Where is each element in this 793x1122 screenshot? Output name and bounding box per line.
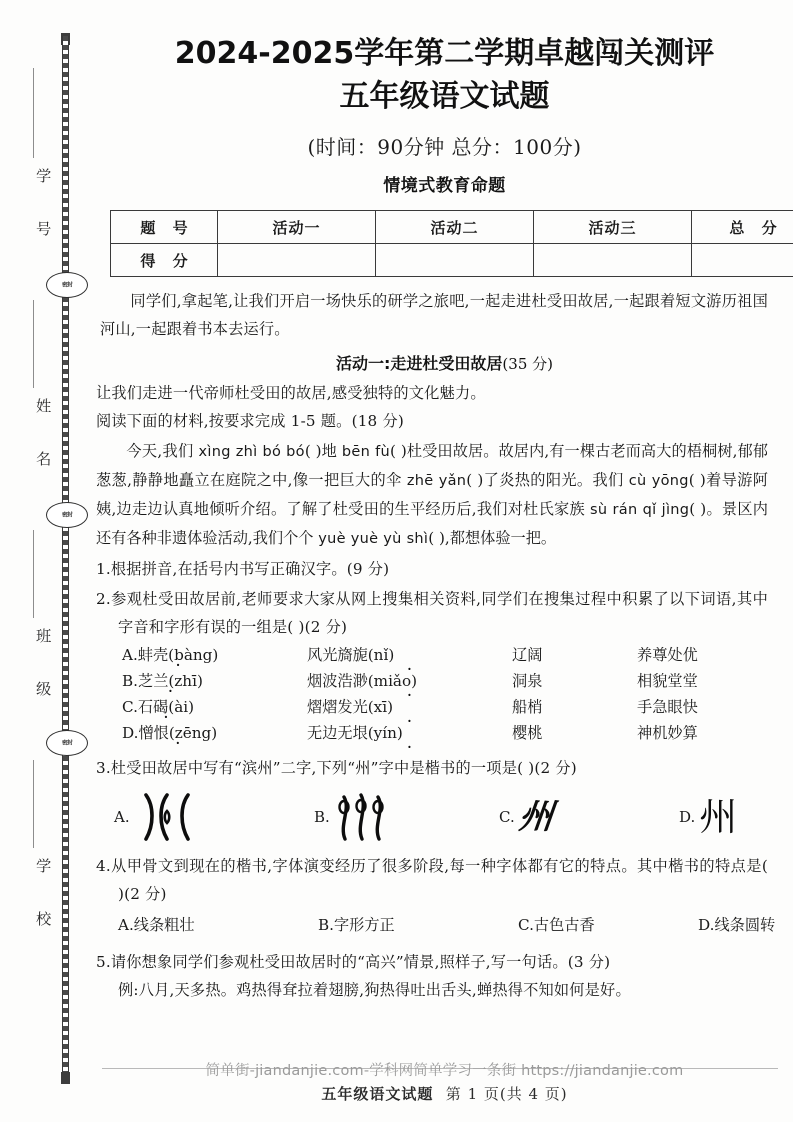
pinyin-cuyong: cù yōng: [628, 473, 689, 489]
option-2a-word1: 蚌壳(bàng) ·: [138, 646, 219, 664]
margin-label-school: 学 校: [34, 858, 53, 936]
margin-label-student-id: 学 号: [34, 168, 53, 246]
option-2a-col2[interactable]: 风光旖旎(nǐ) ·: [307, 642, 512, 668]
score-table-header-activity-3: 活动三: [534, 211, 692, 244]
question-1: [96, 555, 768, 583]
question-5-block: [96, 948, 768, 1004]
option-3a[interactable]: [114, 791, 314, 843]
option-2c-col3[interactable]: 船梢: [512, 698, 543, 716]
seal-stamp-1-text: 密封: [61, 281, 73, 288]
pinyin-xingzhibobo: xìng zhì bó bó: [198, 444, 305, 460]
activity-1-points: (35 分): [502, 355, 553, 373]
score-cell-activity-1[interactable]: [218, 244, 376, 277]
option-2d-col3[interactable]: 樱桃: [512, 724, 543, 742]
option-2d-col2[interactable]: 无边无垠(yín) ·: [307, 720, 512, 746]
footer-page-number: 第 1 页(共 4 页): [445, 1085, 568, 1103]
score-table-header-activity-1: 活动一: [218, 211, 376, 244]
bronze-script-zhou-icon: [334, 791, 396, 843]
score-table-header-total: 总 分: [692, 211, 793, 244]
table-row: [111, 244, 793, 277]
pinyin-suranqijing: sù rán qǐ jìng: [590, 502, 690, 518]
passage-seg-7[interactable]: ( ),都想体验一把。: [428, 529, 557, 547]
left-margin-seal-strip: [0, 0, 96, 1122]
passage-seg-6[interactable]: ( )。景区内还有各种非遗体验活动,我们个个: [96, 500, 768, 547]
margin-label-class: 班 级: [34, 628, 53, 706]
score-cell-activity-3[interactable]: [534, 244, 692, 277]
cursive-script-zhou-glyph: 州: [516, 797, 555, 837]
option-3b[interactable]: [314, 791, 499, 843]
margin-divider-3: [33, 530, 34, 618]
option-2d-label: D.: [122, 724, 139, 742]
seal-stamp-2: [46, 502, 88, 528]
pinyin-yueyueyushi: yuè yuè yù shì: [318, 531, 429, 547]
question-3: [96, 754, 768, 782]
seal-stamp-3-text: 密封: [61, 739, 73, 746]
passage-seg-3[interactable]: ( )杜受田故居。故居内,有一棵古老而高大的梧桐树,郁郁葱葱,静静地矗立在庭院之中,像一把巨大的伞: [96, 442, 768, 489]
option-2a-col4[interactable]: 养尊处优: [637, 646, 698, 664]
question-4-options: [96, 912, 793, 938]
score-table-header-activity-2: 活动二: [376, 211, 534, 244]
activity-1-lead: 让我们走进一代帝师杜受田的故居,感受独特的文化魅力。: [96, 384, 486, 402]
activity-1-lead-block: [96, 379, 766, 435]
reading-passage-block: [96, 437, 768, 553]
seal-line-cap-bottom: [61, 1072, 70, 1084]
seal-dashed-line: [62, 36, 69, 1082]
intro-paragraph-block: [96, 287, 768, 343]
option-3b-label: B.: [314, 808, 330, 826]
passage-seg-2[interactable]: ( )地: [304, 442, 342, 460]
question-3-glyph-options: [96, 786, 793, 848]
score-cell-total[interactable]: [692, 244, 793, 277]
option-3c[interactable]: [499, 797, 679, 837]
question-5-example: 例:八月,天多热。鸡热得耷拉着翅膀,狗热得吐出舌头,蝉热得不知如何是好。: [118, 981, 631, 999]
activity-1-heading: [96, 351, 793, 374]
reading-passage: [96, 437, 768, 553]
question-1-number: 1.: [96, 560, 111, 578]
score-table: [110, 210, 793, 277]
option-3d[interactable]: [679, 795, 793, 839]
option-4c[interactable]: C.古色古香: [518, 916, 595, 934]
option-3a-label: A.: [114, 808, 130, 826]
margin-divider-2: [33, 300, 34, 388]
score-table-header-question-no: 题 号: [111, 211, 218, 244]
question-2-options: [96, 642, 793, 746]
question-4-block: [96, 852, 768, 908]
question-3-block: [96, 754, 768, 782]
passage-seg-5[interactable]: ( )着导游阿姨,边走边认真地倾听介绍。了解了杜受田的生平经历后,我们对杜氏家族: [96, 471, 768, 518]
question-2: [96, 585, 768, 641]
option-2a-col1[interactable]: [122, 642, 307, 668]
question-5: [96, 948, 768, 976]
option-2a-label: A.: [122, 646, 138, 664]
exam-time-and-score: (时间：90分钟 总分：100分): [307, 135, 582, 159]
option-2b-word1: 芝兰(zhī) ·: [138, 672, 203, 690]
score-table-wrapper: [110, 210, 783, 277]
seal-stamp-3: [46, 730, 88, 756]
option-2c-col1[interactable]: [122, 694, 307, 720]
seal-stamp-1: [46, 272, 88, 298]
passage-seg-1: 今天,我们: [126, 442, 199, 460]
question-5-number: 5.: [96, 953, 111, 971]
score-cell-activity-2[interactable]: [376, 244, 534, 277]
option-2a-col3[interactable]: 辽阔: [512, 646, 543, 664]
question-2-number: 2.: [96, 590, 111, 608]
option-2c-col2[interactable]: 熠熠发光(xī) ·: [307, 694, 512, 720]
passage-seg-4[interactable]: ( )了炎热的阳光。我们: [466, 471, 629, 489]
question-4-text: 从甲骨文到现在的楷书,字体演变经历了很多阶段,每一种字体都有它的特点。其中楷书的特点是( )(2 分): [110, 857, 768, 903]
question-2-block: [96, 585, 768, 641]
option-2c-word1: 石碣(ài) ·: [138, 698, 194, 716]
option-2b-col4[interactable]: 相貌堂堂: [637, 672, 698, 690]
question-4-number: 4.: [96, 857, 111, 875]
regular-script-zhou-glyph: 州: [699, 795, 738, 839]
question-3-number: 3.: [96, 759, 111, 777]
footer-watermark: 简单街-jiandanjie.com-学科网简单学习一条街 https://jiandanjie.com: [205, 1063, 684, 1079]
question-1-text: 根据拼音,在括号内书写正确汉字。(9 分): [110, 560, 390, 578]
oracle-bone-zhou-icon: [134, 791, 200, 843]
margin-divider-4: [33, 760, 34, 848]
footer-page-info: [96, 1083, 793, 1104]
seal-stamp-2-text: 密封: [61, 511, 73, 518]
option-2d-col4[interactable]: 神机妙算: [637, 724, 698, 742]
option-2c-label: C.: [122, 698, 138, 716]
pinyin-zheyan: zhē yǎn: [406, 473, 467, 489]
page-footer: [96, 1059, 793, 1104]
option-3c-label: C.: [499, 808, 515, 826]
question-5-text: 请你想象同学们参观杜受田故居时的“高兴”情景,照样子,写一句话。(3 分): [110, 953, 611, 971]
margin-label-name: 姓 名: [34, 398, 53, 476]
question-3-text: 杜受田故居中写有“滨州”二字,下列“州”字中是楷书的一项是( )(2 分): [110, 759, 577, 777]
activity-1-title: 活动一:走进杜受田故居: [336, 354, 503, 373]
question-4: [96, 852, 768, 908]
score-table-label-score: 得 分: [111, 244, 218, 277]
intro-paragraph: 同学们,拿起笔,让我们开启一场快乐的研学之旅吧,一起走进杜受田故居,一起跟着短文游历祖国河山,一起跟着书本去运行。: [100, 292, 768, 338]
option-2b-col3[interactable]: 洞泉: [512, 672, 543, 690]
activity-1-instruction: 阅读下面的材料,按要求完成 1-5 题。(18 分): [96, 412, 404, 430]
option-2c-col4[interactable]: 手急眼快: [637, 698, 698, 716]
page-title-line-2: 五年级语文试题: [339, 79, 550, 114]
table-row: [111, 211, 793, 244]
option-3d-label: D.: [679, 808, 696, 826]
footer-subject-label: 五年级语文试题: [321, 1085, 434, 1103]
margin-divider-1: [33, 68, 34, 158]
proposition-label: 情境式教育命题: [383, 176, 506, 196]
option-2d-word1: 憎恨(zēng) ·: [138, 724, 217, 742]
option-2b-label: B.: [122, 672, 138, 690]
exam-page-content: [96, 0, 793, 1122]
option-4b[interactable]: B.字形方正: [318, 916, 395, 934]
page-title-line-1: 2024-2025学年第二学期卓越闯关测评: [174, 36, 715, 71]
option-2d-col1[interactable]: [122, 720, 307, 746]
option-4d[interactable]: D.线条圆转: [698, 916, 776, 934]
pinyin-benfu: bēn fù: [341, 444, 390, 460]
option-2b-col2[interactable]: 烟波浩渺(miǎo) ·: [307, 668, 512, 694]
question-1-block: [96, 555, 768, 583]
question-2-text: 参观杜受田故居前,老师要求大家从网上搜集相关资料,同学们在搜集过程中积累了以下词语,其中字音和字形有误的一组是( )(2 分): [110, 590, 768, 636]
option-4a[interactable]: A.线条粗壮: [118, 916, 195, 934]
option-2b-col1[interactable]: [122, 668, 307, 694]
